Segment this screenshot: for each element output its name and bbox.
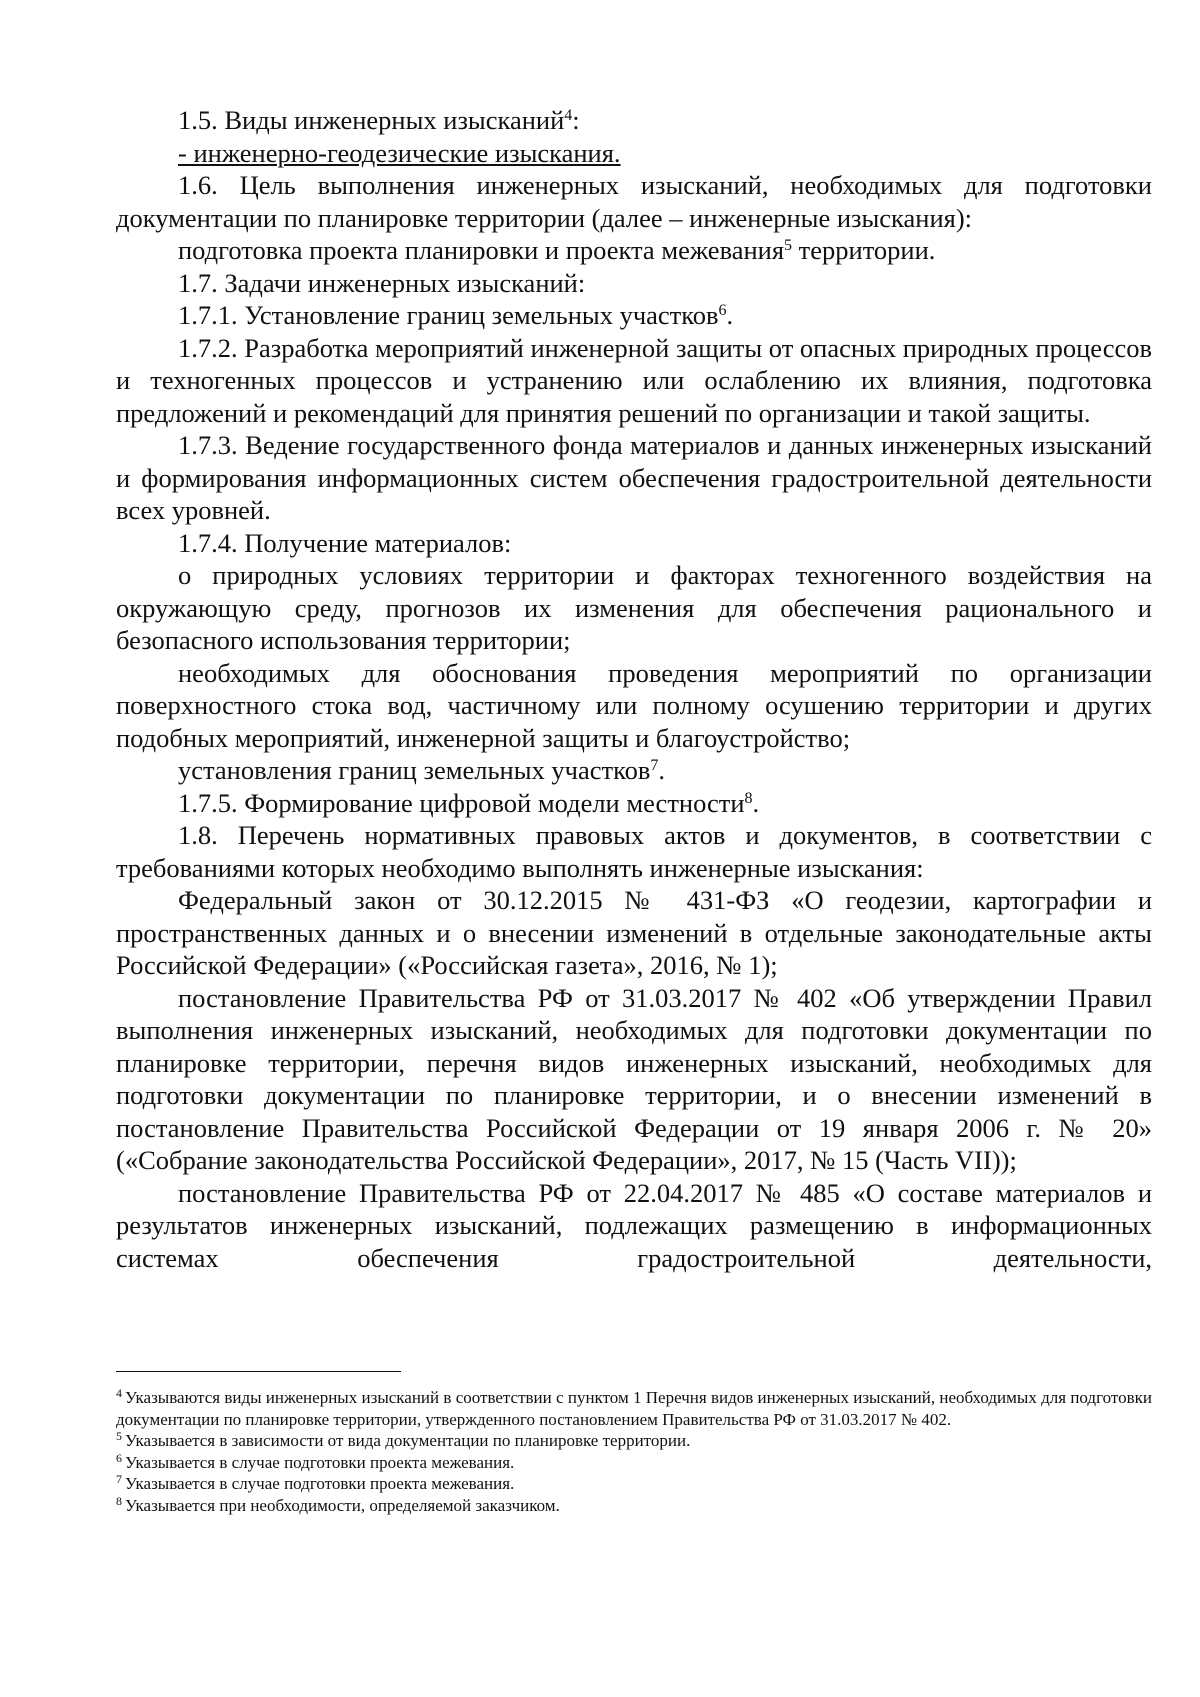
footnote-ref[interactable]: 8 <box>744 789 753 807</box>
paragraph-boundaries: установления границ земельных участков$^7$. <box>178 755 666 785</box>
paragraph-1-5: 1.5. Виды инженерных изысканий$^4$: <box>178 105 580 135</box>
paragraph-decree-485: постановление Правительства РФ от 22.04.2017 № 485 «О составе материалов и результатов инженерных изысканий, подлежащих размещению в информационных системах обеспечения градостроительной деятельности, <box>116 1177 1152 1273</box>
paragraph-natural-conditions: о природных условиях территории и факторах техногенного воздействия на окружающую среду, прогнозов их изменения для обеспечения рационального и безопасного использования территории; <box>116 560 1152 655</box>
footnote-ref[interactable]: 7 <box>650 757 659 774</box>
paragraph-1-7-1: 1.7.1. Установление границ земельных участков$^6$. <box>178 300 734 330</box>
paragraph-1-7: 1.7. Задачи инженерных изысканий: <box>178 267 586 298</box>
footnote-6: $^6$ Указывается в случае подготовки проекта межевания. <box>116 1450 515 1472</box>
footnote-ref[interactable]: 4 <box>564 107 573 124</box>
paragraph-1-7-4: 1.7.4. Получение материалов: <box>178 527 512 558</box>
footnote-5: $^5$ Указывается в зависимости от вида документации по планировке территории. <box>116 1429 691 1450</box>
paragraph-1-7-2: 1.7.2. Разработка мероприятий инженерной защиты от опасных природных процессов и техногенных процессов и устранению или ослаблению их влияния, подготовка предложений и рекомендаций для принятия решений по организации и такой защиты. <box>116 332 1152 428</box>
paragraph-1-6: 1.6. Цель выполнения инженерных изысканий, необходимых для подготовки документации по планировке территории (далее – инженерные изыскания): <box>116 170 1152 233</box>
paragraph-decree-402: постановление Правительства РФ от 31.03.2017 № 402 «Об утверждении Правил выполнения инженерных изысканий, необходимых для подготовки документации по планировке территории, перечня видов инженерных изысканий, необходимых для подготовки документации по планировке территории, и о внесении изменений в постановление Правительства Российской Федерации от 19 января 2006 г. № 20» («Собрание законодательства Российской Федерации», 2017, № 15 (Часть VII)); <box>116 982 1152 1175</box>
paragraph-survey-type: - инженерно-геодезические изыскания. <box>178 137 621 168</box>
footnote-ref[interactable]: 5 <box>784 237 793 254</box>
paragraph-federal-law: Федеральный закон от 30.12.2015 № 431-ФЗ «О геодезии, картографии и пространственных данных и о внесении изменений в отдельные законодательные акты Российской Федерации» («Российская газета», 2016, № 1); <box>116 885 1152 980</box>
paragraph-1-8: 1.8. Перечень нормативных правовых актов и документов, в соответствии с требованиями которых необходимо выполнять инженерные изыскания: <box>116 820 1152 883</box>
paragraph-purpose: подготовка проекта планировки и проекта межевания$^5$ территории. <box>178 235 936 265</box>
footnote-8: $^8$ Указывается при необходимости, определяемой заказчиком. <box>116 1493 560 1515</box>
paragraph-1-7-5: 1.7.5. Формирование цифровой модели местности$^8$. <box>178 787 760 818</box>
document-body <box>116 104 1152 1274</box>
footnotes <box>116 1387 1152 1516</box>
footnote-7: $^7$ Указывается в случае подготовки проекта межевания. <box>116 1472 515 1493</box>
footnote-separator <box>116 1371 401 1372</box>
paragraph-1-7-3: 1.7.3. Ведение государственного фонда материалов и данных инженерных изысканий и формирования информационных систем обеспечения градостроительной деятельности всех уровней. <box>116 430 1152 525</box>
footnote-ref[interactable]: 6 <box>718 302 727 319</box>
paragraph-runoff: необходимых для обоснования проведения мероприятий по организации поверхностного стока вод, частичному или полному осушению территории и других подобных мероприятий, инженерной защиты и благоустройство; <box>116 657 1152 753</box>
footnote-4: $^4$ Указываются виды инженерных изысканий в соответствии с пунктом 1 Перечня видов инженерных изысканий, необходимых для подготовки документации по планировке территории, утвержденного постановлением Правительства РФ от 31.03.2017 № 402. <box>116 1386 1152 1429</box>
